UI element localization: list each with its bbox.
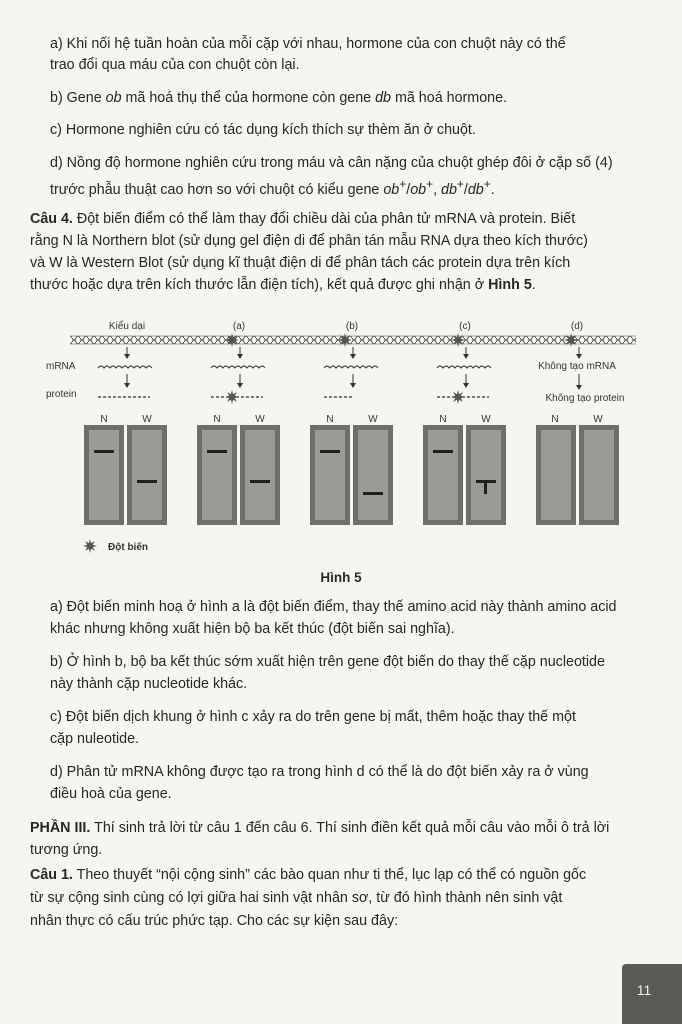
arrow-mrna-protein-wt-head bbox=[124, 383, 130, 388]
q3-option-d-line2: trước phẫu thuật cao hơn so với chuột có kiểu gene ob+/ob+, db+/db+. bbox=[50, 177, 495, 198]
gel-w-lane-d bbox=[584, 430, 614, 520]
q1-stem-line1: Câu 1. Theo thuyết “nội cộng sinh” các bào quan như ti thể, lục lạp có thể có nguồn gốc bbox=[30, 867, 587, 883]
band-n-b bbox=[320, 450, 340, 453]
q4-stem-line3: và W là Western Blot (sử dụng kĩ thuật điện di để phân tách các protein dựa trên kích bbox=[30, 255, 571, 271]
band-n-a bbox=[207, 450, 227, 453]
gel-w-lane-b bbox=[358, 430, 388, 520]
q4-option-b-line1: b) Ở hình b, bộ ba kết thúc sớm xuất hiện trên gene đột biến do thay thế cặp nucleotide bbox=[50, 654, 605, 670]
band-w-smear-c bbox=[484, 480, 487, 494]
lane-label-w-b: W bbox=[368, 414, 378, 425]
gel-n-lane-d bbox=[541, 430, 571, 520]
q4-option-b-line2: này thành cặp nucleotide khác. bbox=[50, 676, 248, 692]
gel-n-lane-a bbox=[202, 430, 232, 520]
q4-option-d-line2: điều hoà của gene. bbox=[50, 786, 172, 802]
figure-reference: Hình 5 bbox=[488, 277, 532, 293]
figure-5-diagram bbox=[40, 312, 640, 590]
band-w-b bbox=[363, 492, 383, 495]
q4-stem-line1: Câu 4. Đột biến điểm có thể làm thay đổi chiều dài của phân tử mRNA và protein. Biết bbox=[30, 211, 576, 227]
note-no-protein: Không tạo protein bbox=[545, 393, 625, 404]
gene-bar-wt bbox=[70, 336, 184, 344]
gel-n-lane-wt bbox=[89, 430, 119, 520]
arrow-gene-mrna-c-head bbox=[463, 354, 469, 359]
arrow-gene-mrna-d-head bbox=[576, 354, 582, 359]
band-n-wt bbox=[94, 450, 114, 453]
gene-bar-c bbox=[409, 336, 523, 344]
q3-option-a-line2: trao đổi qua máu của con chuột còn lại. bbox=[50, 57, 300, 73]
arrow-mrna-protein-c-head bbox=[463, 383, 469, 388]
lane-label-n-a: N bbox=[213, 414, 221, 425]
mutation-mark-protein-c bbox=[451, 390, 465, 404]
panel-title-d: (d) bbox=[570, 321, 584, 332]
figure-5-caption: Hình 5 bbox=[320, 570, 362, 585]
gel-w-lane-a bbox=[245, 430, 275, 520]
q1-stem-line3: nhân thực có cấu trúc phức tạp. Cho các sự kiện sau đây: bbox=[30, 913, 399, 929]
legend-mutation-icon bbox=[83, 539, 97, 553]
gene-bar-d bbox=[522, 336, 636, 344]
lane-label-w-c: W bbox=[481, 414, 491, 425]
mrna-strand-b bbox=[324, 366, 378, 368]
q3-option-a-line1: a) Khi nối hệ tuần hoàn của mỗi cặp với nhau, hormone của con chuột này có thể bbox=[50, 36, 566, 52]
mutation-mark-gene-c bbox=[451, 333, 465, 347]
part3-heading-line1: PHẦN III. Thí sinh trả lời từ câu 1 đến câu 6. Thí sinh điền kết quả mỗi câu vào mỗi ô trả lời bbox=[30, 820, 610, 836]
q4-label: Câu 4. bbox=[30, 211, 73, 227]
page-number: 11 bbox=[636, 982, 652, 998]
q4-option-c-line1: c) Đột biến dịch khung ở hình c xảy ra do trên gene bị mất, thêm hoặc thay thế một bbox=[50, 709, 576, 725]
q3-option-b: b) Gene ob mã hoá thụ thể của hormone còn gene db mã hoá hormone. bbox=[50, 90, 508, 106]
q4-option-d-line1: d) Phân tử mRNA không được tạo ra trong hình d có thể là do đột biến xảy ra ở vùng bbox=[50, 764, 589, 780]
arrow-mrna-protein-b-head bbox=[350, 383, 356, 388]
mrna-strand-c bbox=[437, 366, 491, 368]
q4-stem-line4: thước hoặc dựa trên kích thước lẫn điện tích), kết quả được ghi nhận ở Hình 5. bbox=[30, 277, 536, 293]
lane-label-w-wt: W bbox=[142, 414, 152, 425]
gene-bar-a bbox=[183, 336, 297, 344]
arrow-gene-mrna-b-head bbox=[350, 354, 356, 359]
panel-title-b: (b) bbox=[345, 321, 359, 332]
mutation-mark-gene-a bbox=[225, 333, 239, 347]
legend-mutation-label: Đột biến bbox=[108, 542, 148, 553]
lane-label-w-a: W bbox=[255, 414, 265, 425]
q4-stem-line2: rằng N là Northern blot (sử dụng gel điện di để phân tán mẫu RNA dựa theo kích thước) bbox=[30, 233, 588, 249]
panel-title-c: (c) bbox=[459, 321, 471, 332]
q1-stem-line2: từ sự cộng sinh cùng có lợi giữa hai sinh vật nhân sơ, từ đó hình thành nên sinh vật bbox=[30, 890, 563, 906]
gel-w-lane-wt bbox=[132, 430, 162, 520]
mrna-strand-wt bbox=[98, 366, 152, 368]
band-n-c bbox=[433, 450, 453, 453]
mrna-strand-a bbox=[211, 366, 265, 368]
lane-label-n-d: N bbox=[551, 414, 559, 425]
q4-option-a-line1: a) Đột biến minh hoạ ở hình a là đột biến điểm, thay thế amino acid này thành amino acid bbox=[50, 599, 617, 615]
gel-n-lane-b bbox=[315, 430, 345, 520]
lane-label-n-c: N bbox=[439, 414, 447, 425]
mutation-mark-gene-b bbox=[338, 333, 352, 347]
row-label-protein: protein bbox=[46, 389, 77, 400]
lane-label-w-d: W bbox=[593, 414, 603, 425]
part3-heading-line2: tương ứng. bbox=[30, 842, 103, 858]
gel-n-lane-c bbox=[428, 430, 458, 520]
mutation-mark-gene-d bbox=[564, 333, 578, 347]
arrow-mrna-protein-a-head bbox=[237, 383, 243, 388]
q3-option-d-line1: d) Nồng độ hormone nghiên cứu trong máu và cân nặng của chuột ghép đôi ở cặp số (4) bbox=[50, 155, 613, 171]
part3-label: PHẦN III. bbox=[30, 820, 91, 836]
q3-option-c: c) Hormone nghiên cứu có tác dụng kích thích sự thèm ăn ở chuột. bbox=[50, 122, 476, 138]
band-w-a bbox=[250, 480, 270, 483]
arrow-mrna-protein-d-head bbox=[576, 385, 582, 390]
band-w-wt bbox=[137, 480, 157, 483]
page-number-tab bbox=[622, 964, 682, 1024]
mutation-mark-protein-a bbox=[225, 390, 239, 404]
arrow-gene-mrna-a-head bbox=[237, 354, 243, 359]
row-label-mrna: mRNA bbox=[46, 361, 76, 372]
panel-title-a: (a) bbox=[232, 321, 246, 332]
q1-label: Câu 1. bbox=[30, 867, 73, 883]
panel-title-wildtype: Kiểu dại bbox=[108, 321, 146, 332]
gene-bar-b bbox=[296, 336, 410, 344]
note-no-mrna: Không tạo mRNA bbox=[538, 361, 616, 372]
lane-label-n-wt: N bbox=[100, 414, 108, 425]
q4-option-c-line2: cặp nuleotide. bbox=[50, 731, 140, 747]
lane-label-n-b: N bbox=[326, 414, 334, 425]
q4-option-a-line2: khác nhưng không xuất hiện bộ ba kết thúc (đột biến sai nghĩa). bbox=[50, 621, 455, 637]
arrow-gene-mrna-wt-head bbox=[124, 354, 130, 359]
gel-w-lane-c bbox=[471, 430, 501, 520]
